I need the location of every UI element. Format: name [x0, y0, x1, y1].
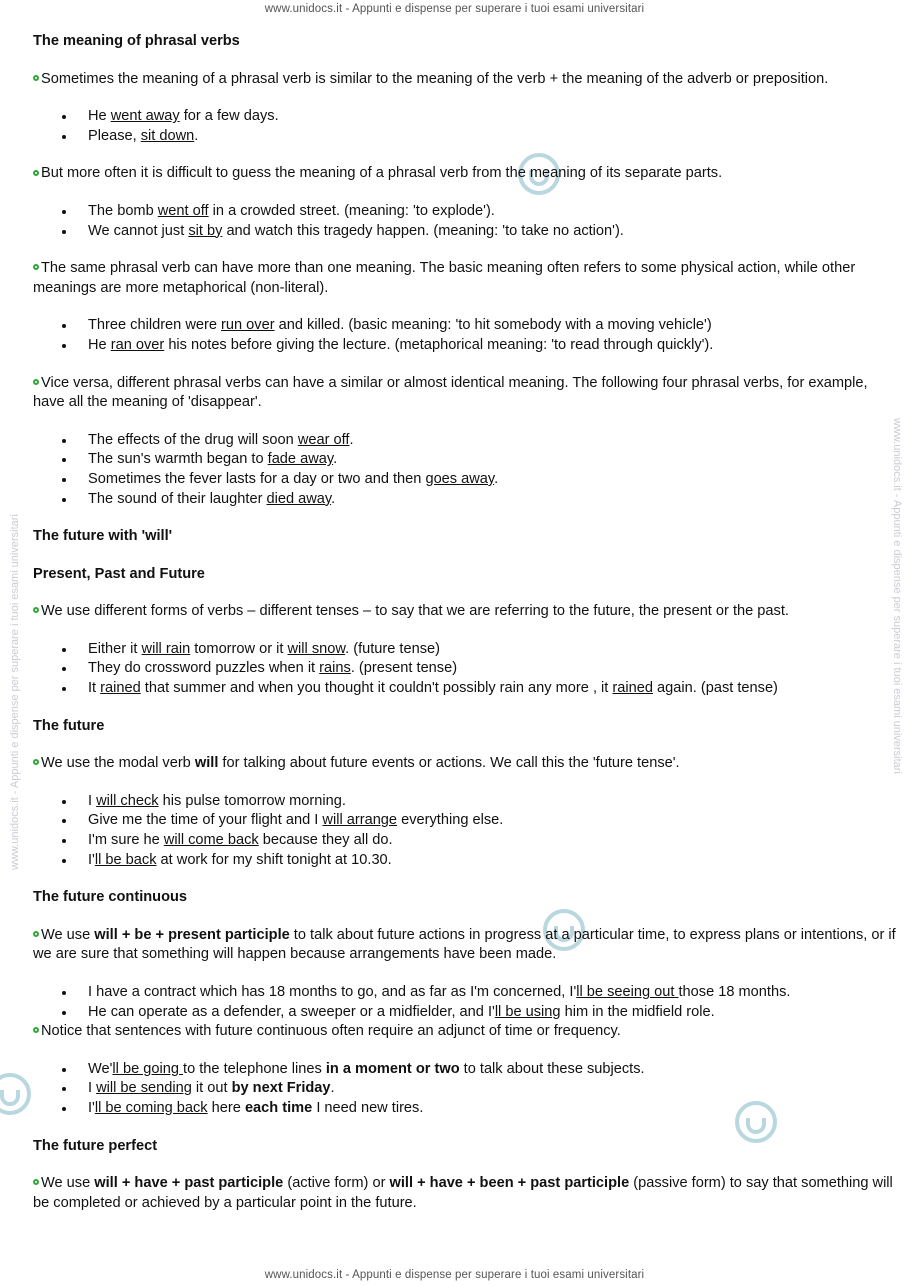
heading-phrasal-verbs: The meaning of phrasal verbs [33, 33, 240, 49]
heading-future-continuous: The future continuous [33, 889, 188, 906]
green-bullet-icon [33, 1027, 39, 1033]
list-item: We'll be going to the telephone lines in a moment or two to talk about these subjects. [88, 1060, 899, 1080]
list-item: Sometimes the fever lasts for a day or two and then goes away. [88, 470, 899, 490]
watermark-header: www.unidocs.it - Appunti e dispense per superare i tuoi esami universitari [264, 3, 645, 15]
list-item: Give me the time of your flight and I will arrange everything else. [88, 811, 899, 831]
document-body [33, 32, 899, 1213]
paragraph: We use different forms of verbs – different tenses – to say that we are referring to the future, the present or the past. [33, 602, 899, 622]
green-bullet-icon [33, 759, 39, 765]
green-bullet-icon [33, 264, 39, 270]
heading-future-perfect: The future perfect [33, 1137, 158, 1154]
example-list [33, 431, 899, 509]
list-item: The sun's warmth began to fade away. [88, 450, 899, 470]
paragraph: But more often it is difficult to guess the meaning of a phrasal verb from the meaning of its separate parts. [33, 164, 899, 184]
list-item: I'm sure he will come back because they all do. [88, 831, 899, 851]
heading-the-future: The future [33, 717, 105, 734]
green-bullet-icon [33, 607, 39, 613]
heading-future-with-will: The future with 'will' [33, 528, 173, 545]
green-bullet-icon [33, 170, 39, 176]
green-bullet-icon [33, 931, 39, 937]
example-list [33, 1060, 899, 1119]
paragraph: The same phrasal verb can have more than one meaning. The basic meaning often refers to some physical action, while other meanings are more metaphorical (non-literal). [33, 260, 856, 296]
list-item: I'll be coming back here each time I need new tires. [88, 1099, 899, 1119]
list-item: The bomb went off in a crowded street. (meaning: 'to explode'). [88, 202, 899, 222]
example-list [33, 316, 899, 355]
paragraph: We use the modal verb will for talking about future events or actions. We call this the 'future tense'. [33, 754, 899, 774]
list-item: Three children were run over and killed. (basic meaning: 'to hit somebody with a moving vehicle') [88, 316, 899, 336]
list-item: The sound of their laughter died away. [88, 490, 899, 510]
list-item: We cannot just sit by and watch this tragedy happen. (meaning: 'to take no action'). [88, 222, 899, 242]
list-item: I have a contract which has 18 months to go, and as far as I'm concerned, I'll be seeing out those 18 months. [88, 983, 899, 1003]
example-list [33, 202, 899, 241]
unidocs-logo-icon [0, 1070, 34, 1118]
list-item: He ran over his notes before giving the lecture. (metaphorical meaning: 'to read through quickly'). [88, 336, 899, 356]
watermark-side-right: www.unidocs.it - Appunti e dispense per superare i tuoi esami universitari [891, 418, 903, 774]
list-item: Please, sit down. [88, 127, 899, 147]
list-item: It rained that summer and when you thought it couldn't possibly rain any more , it rained again. (past tense) [88, 679, 899, 699]
list-item: The effects of the drug will soon wear off. [88, 431, 899, 451]
list-item: I will check his pulse tomorrow morning. [88, 792, 899, 812]
list-item: They do crossword puzzles when it rains. (present tense) [88, 659, 899, 679]
paragraph: We use will + have + past participle (active form) or will + have + been + past participle (passive form) to say that something will be completed or achieved by a particular point in the future. [33, 1175, 893, 1211]
list-item: He went away for a few days. [88, 107, 899, 127]
paragraph: We use will + be + present participle to talk about future actions in progress at a particular time, to express plans or intentions, or if we are sure that something will happen because arrangements have been made. [33, 926, 896, 963]
green-bullet-icon [33, 379, 39, 385]
watermark-footer: www.unidocs.it - Appunti e dispense per superare i tuoi esami universitari [264, 1269, 645, 1281]
heading-present-past-future: Present, Past and Future [33, 565, 205, 582]
list-item: I'll be back at work for my shift tonight at 10.30. [88, 851, 899, 871]
list-item: Either it will rain tomorrow or it will snow. (future tense) [88, 640, 899, 660]
paragraph: Notice that sentences with future continuous often require an adjunct of time or frequency. [33, 1022, 899, 1042]
list-item: I will be sending it out by next Friday. [88, 1079, 899, 1099]
list-item: He can operate as a defender, a sweeper or a midfielder, and I'll be using him in the midfield role. [88, 1003, 899, 1023]
example-list [33, 107, 899, 146]
paragraph: Vice versa, different phrasal verbs can have a similar or almost identical meaning. The following four phrasal verbs, for example, have all the meaning of 'disappear'. [33, 374, 868, 411]
green-bullet-icon [33, 75, 39, 81]
example-list [33, 983, 899, 1022]
green-bullet-icon [33, 1179, 39, 1185]
watermark-side-left: www.unidocs.it - Appunti e dispense per superare i tuoi esami universitari [9, 514, 21, 870]
example-list [33, 792, 899, 870]
example-list [33, 640, 899, 699]
paragraph: Sometimes the meaning of a phrasal verb is similar to the meaning of the verb + the meaning of the adverb or preposition. [33, 70, 899, 90]
